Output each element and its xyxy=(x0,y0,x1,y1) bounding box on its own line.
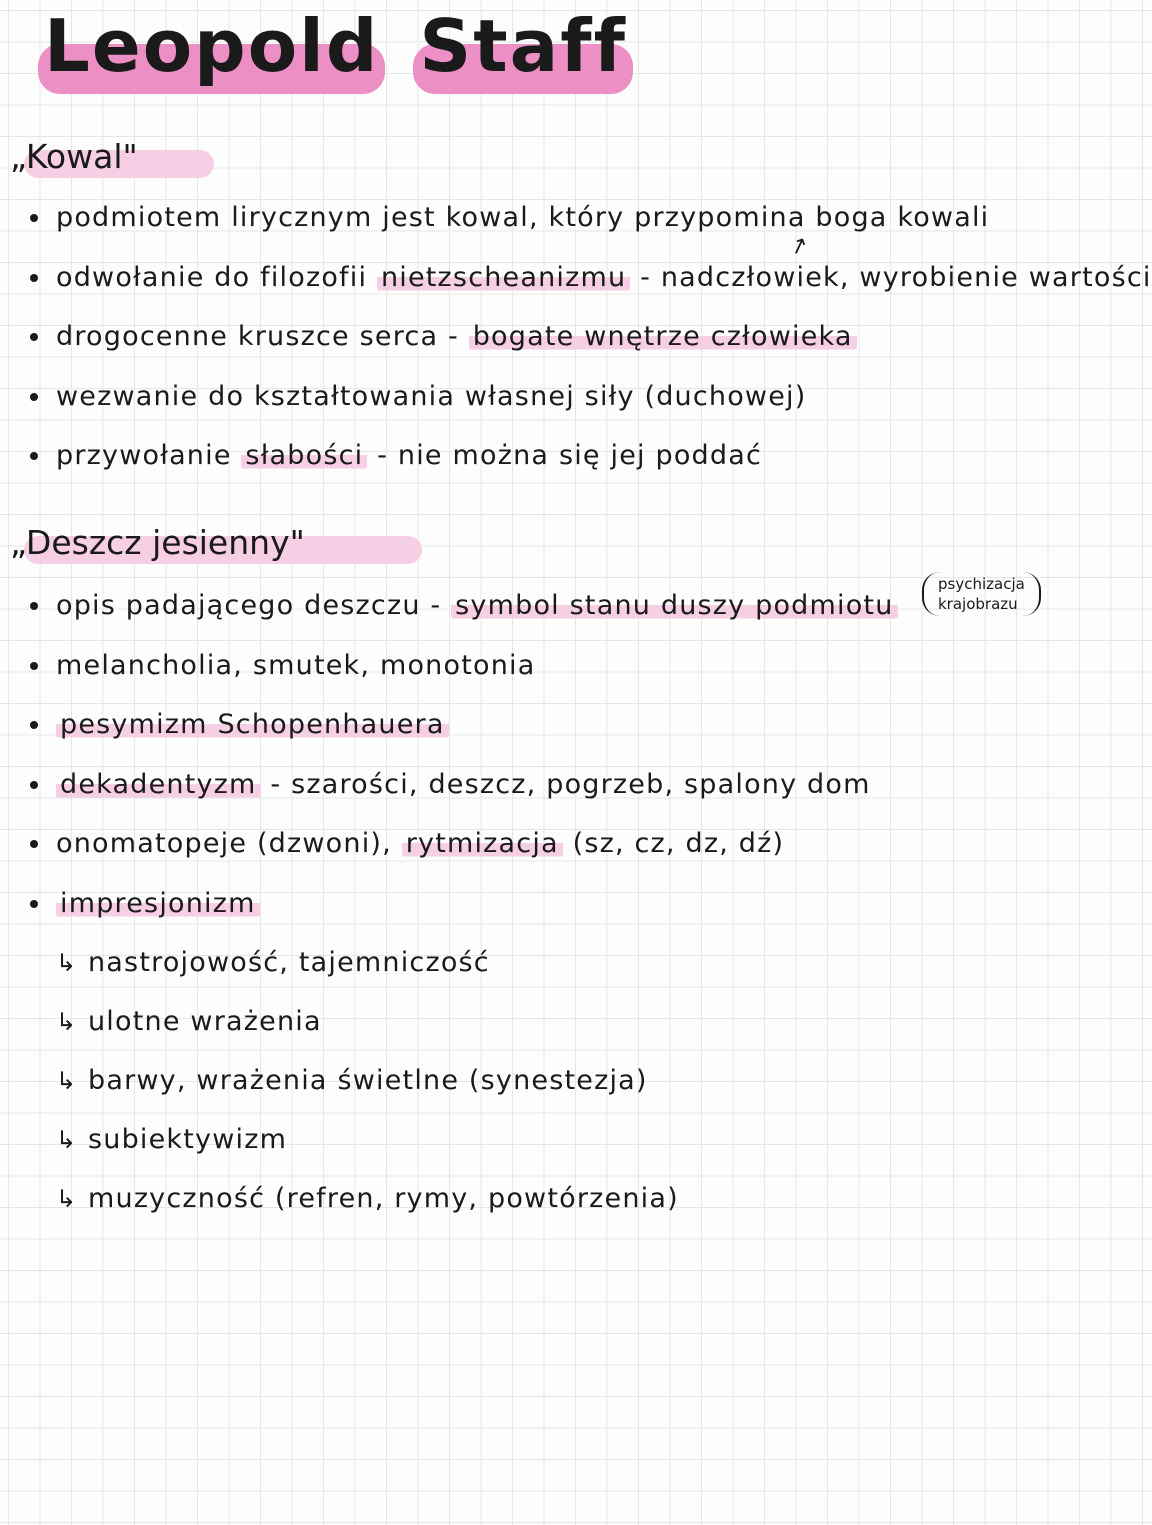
bullet-dot xyxy=(30,721,38,729)
bullet-dot xyxy=(30,602,38,610)
sub-arrow-icon: ↳ xyxy=(56,1067,78,1095)
list-item-text: opis padającego deszczu - xyxy=(56,590,452,621)
section-heading-deszcz xyxy=(10,524,305,562)
bullet-dot xyxy=(30,333,38,341)
list-item-text: odwołanie do filozofii xyxy=(56,261,377,293)
list-item xyxy=(0,818,898,878)
bullet-dot xyxy=(30,393,38,401)
list-item-text: podmiotem lirycznym jest kowal, który przypomina boga kowali xyxy=(56,202,990,233)
sub-arrow-icon: ↳ xyxy=(56,1008,78,1036)
highlighted-term: bogate wnętrze człowieka xyxy=(469,321,857,352)
sub-arrow-icon: ↳ xyxy=(56,1185,78,1213)
highlighted-term: impresjonizm xyxy=(56,888,260,919)
bullet-dot xyxy=(30,214,38,222)
section-heading-text: „Deszcz jesienny" xyxy=(10,523,305,562)
list-item-text: (sz, cz, dz, dź) xyxy=(562,828,785,859)
sub-list-item-text: ulotne wrażenia xyxy=(88,1006,322,1037)
highlighted-term: nietzscheanizmu xyxy=(377,262,630,293)
sub-list-item xyxy=(0,937,679,996)
page-title xyxy=(44,4,667,88)
list-item-text: drogocenne kruszce serca - xyxy=(56,321,469,352)
link-arrow-icon: ↗ xyxy=(786,231,813,262)
sub-arrow-icon: ↳ xyxy=(56,1126,78,1154)
sub-list-item xyxy=(0,996,679,1055)
sub-list-item-text: barwy, wrażenia świetlne (synestezja) xyxy=(88,1065,648,1096)
list-item xyxy=(0,252,1152,312)
highlighted-term: rytmizacja xyxy=(402,828,563,859)
aside-note-line: krajobrazu xyxy=(938,595,1018,613)
sub-list-item xyxy=(0,1173,679,1232)
list-item-text: melancholia, smutek, monotonia xyxy=(56,649,536,681)
list-item xyxy=(0,192,1152,252)
title-word-second: Staff xyxy=(419,4,627,88)
list-item xyxy=(0,640,898,700)
aside-note-line: psychizacja xyxy=(938,575,1025,593)
list-item xyxy=(0,878,898,938)
highlighted-term: dekadentyzm xyxy=(56,769,261,800)
kowal-list xyxy=(0,192,1152,490)
bullet-dot xyxy=(30,662,38,670)
section-heading-kowal xyxy=(10,138,138,176)
bullet-dot xyxy=(30,274,38,282)
sub-list-item-text: subiektywizm xyxy=(88,1124,288,1155)
list-item-text: onomatopeje (dzwoni), xyxy=(56,828,402,859)
list-item xyxy=(0,311,1152,371)
highlighted-term: słabości xyxy=(241,440,367,471)
title-word-first: Leopold xyxy=(44,4,380,88)
list-item xyxy=(0,699,898,759)
section-heading-text: „Kowal" xyxy=(10,137,138,176)
bullet-dot xyxy=(30,900,38,908)
deszcz-list xyxy=(0,580,898,937)
list-item-text: - szarości, deszcz, pogrzeb, spalony dom xyxy=(260,768,871,800)
list-item xyxy=(0,580,898,640)
sub-list-item-text: muzyczność (refren, rymy, powtórzenia) xyxy=(88,1183,679,1214)
impresjonizm-sublist xyxy=(0,937,679,1232)
list-item-text: - nie można się jej poddać xyxy=(367,440,763,471)
sub-list-item xyxy=(0,1114,679,1173)
bullet-dot xyxy=(30,452,38,460)
aside-note xyxy=(922,572,1041,616)
list-item-text: - nadczłowiek, wyrobienie wartości xyxy=(630,261,1152,293)
bullet-dot xyxy=(30,840,38,848)
list-item xyxy=(0,759,898,819)
list-item-text: wezwanie do kształtowania własnej siły (duchowej) xyxy=(56,380,807,412)
sub-list-item xyxy=(0,1055,679,1114)
list-item-text: przywołanie xyxy=(56,440,242,471)
sub-arrow-icon: ↳ xyxy=(56,949,78,977)
bullet-dot xyxy=(30,781,38,789)
sub-list-item-text: nastrojowość, tajemniczość xyxy=(88,947,490,978)
highlighted-term: symbol stanu duszy podmiotu xyxy=(451,590,897,621)
highlighted-term: pesymizm Schopenhauera xyxy=(56,709,449,740)
list-item xyxy=(0,430,1152,490)
list-item xyxy=(0,371,1152,431)
